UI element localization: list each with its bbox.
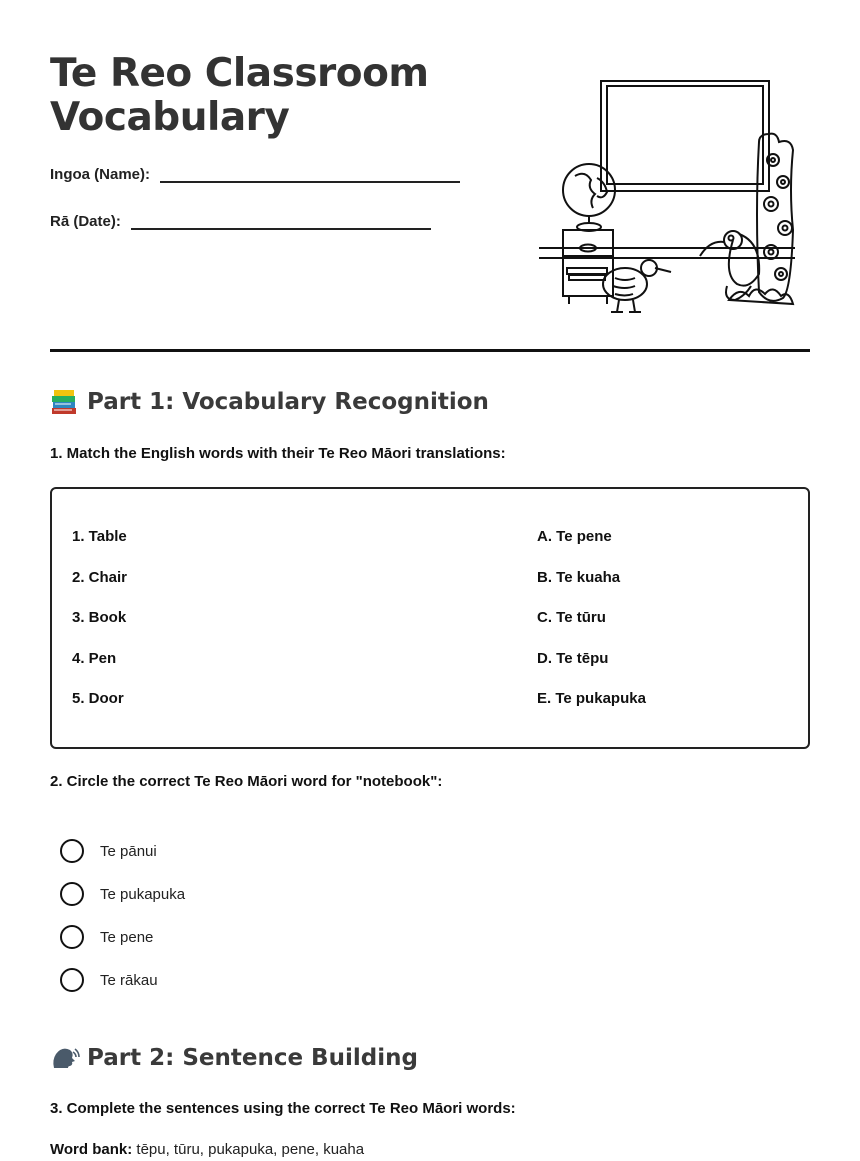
part1-heading — [50, 388, 489, 416]
word-bank-words: tēpu, tūru, pukapuka, pene, kuaha — [136, 1141, 365, 1158]
worksheet-title — [50, 52, 429, 140]
maori-word-e: E. Te pukapuka — [537, 690, 646, 707]
speaking-head-icon — [50, 1044, 80, 1072]
option-label: Te rākau — [100, 971, 158, 989]
radio-circle[interactable] — [60, 839, 84, 863]
koru-carving-icon — [729, 134, 793, 304]
question-1: 1. Match the English words with their Te Reo Māori translations: — [50, 445, 506, 462]
maori-word-c: C. Te tūru — [537, 609, 606, 626]
option-2[interactable] — [60, 882, 185, 906]
maori-word-a: A. Te pene — [537, 528, 612, 545]
english-word-5: 5. Door — [72, 690, 124, 707]
blackboard-icon — [601, 81, 769, 191]
question-3: 3. Complete the sentences using the correct Te Reo Māori words: — [50, 1100, 516, 1117]
english-word-4: 4. Pen — [72, 650, 117, 667]
english-word-2: 2. Chair — [72, 569, 128, 586]
english-word-3: 3. Book — [72, 609, 127, 626]
name-field[interactable] — [160, 167, 460, 183]
part2-heading — [50, 1044, 418, 1072]
option-3[interactable] — [60, 925, 153, 949]
name-label: Ingoa (Name): — [50, 166, 151, 183]
tui-bird-icon — [700, 231, 759, 300]
radio-circle[interactable] — [60, 968, 84, 992]
question-2: 2. Circle the correct Te Reo Māori word for "notebook": — [50, 773, 443, 790]
matching-box — [50, 487, 810, 749]
books-icon — [50, 388, 80, 416]
part1-heading-text: Part 1: Vocabulary Recognition — [87, 389, 489, 415]
option-1[interactable] — [60, 839, 157, 863]
date-field[interactable] — [131, 214, 431, 230]
header-divider — [50, 349, 810, 352]
option-label: Te pene — [100, 928, 154, 946]
maori-word-d: D. Te tēpu — [537, 650, 609, 667]
option-label: Te pānui — [100, 842, 157, 860]
classroom-illustration — [535, 72, 805, 317]
maori-word-b: B. Te kuaha — [537, 569, 621, 586]
title-line-2: Vocabulary — [50, 95, 290, 140]
part2-heading-text: Part 2: Sentence Building — [87, 1045, 418, 1071]
title-line-1: Te Reo Classroom — [50, 51, 429, 96]
radio-circle[interactable] — [60, 925, 84, 949]
option-4[interactable] — [60, 968, 158, 992]
word-bank — [50, 1141, 364, 1158]
option-label: Te pukapuka — [100, 885, 186, 903]
word-bank-label: Word bank: — [50, 1141, 133, 1158]
name-field-row — [50, 166, 460, 183]
radio-circle[interactable] — [60, 882, 84, 906]
date-field-row — [50, 213, 431, 230]
english-word-1: 1. Table — [72, 528, 127, 545]
date-label: Rā (Date): — [50, 213, 121, 230]
